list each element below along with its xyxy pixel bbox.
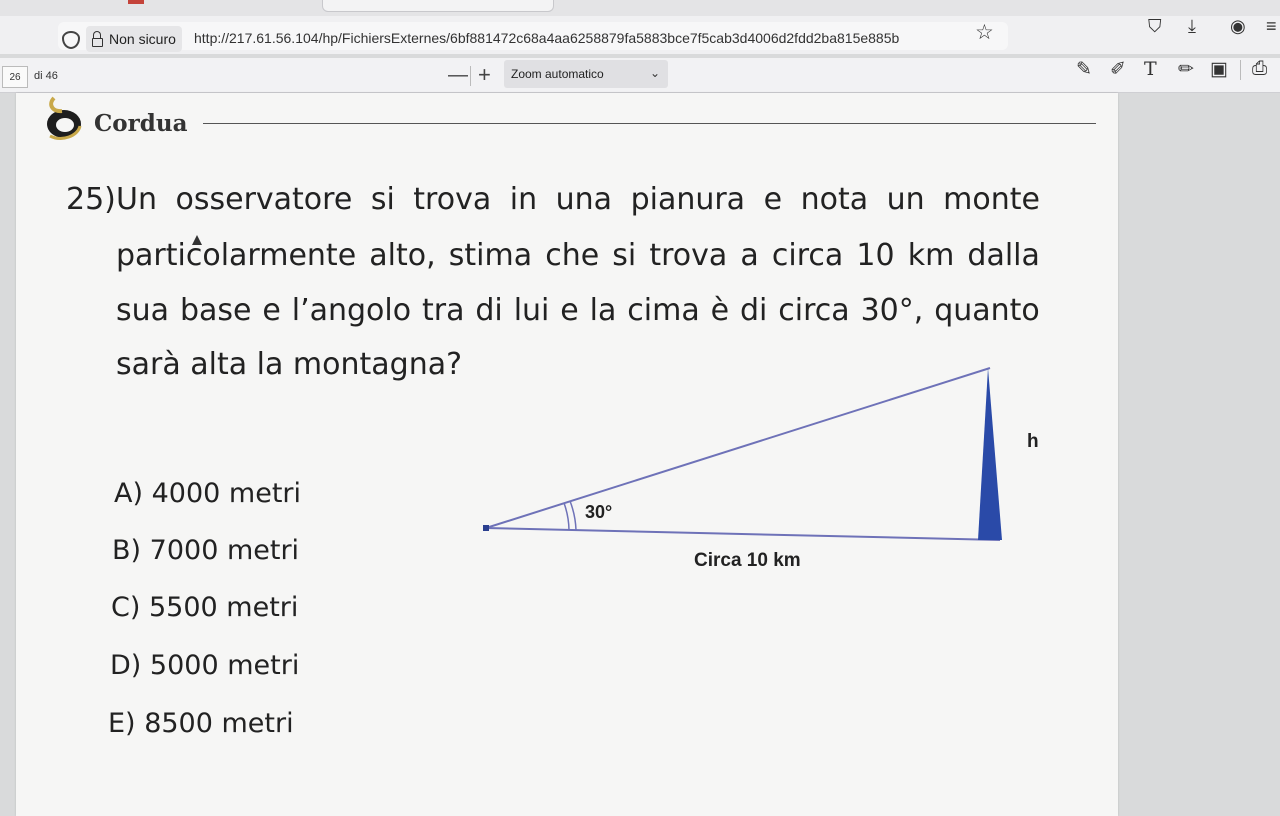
question-word: stima: [448, 238, 533, 273]
tab-indicator: [128, 0, 144, 4]
question-word: trova: [649, 238, 728, 273]
answer-a[interactable]: [114, 478, 301, 509]
question-word: quanto: [934, 293, 1040, 328]
question-word: trova: [413, 182, 492, 217]
tab-strip: [0, 0, 1280, 16]
download-icon[interactable]: ⤓: [1188, 16, 1196, 36]
question-word: e: [262, 293, 281, 328]
angle-label: 30°: [585, 502, 613, 522]
toolbar-separator: [1240, 60, 1241, 80]
question-line-1-text: [116, 182, 1040, 217]
question-line-1: [116, 182, 1040, 217]
zoom-out-button[interactable]: —: [448, 64, 468, 86]
answer-text: 7000 metri: [149, 535, 300, 566]
angle-arc-outer: [570, 501, 576, 530]
question-word: pianura: [630, 182, 746, 217]
question-word: si: [612, 238, 637, 273]
question-word: particolarmente: [116, 238, 357, 273]
question-line-2: [116, 238, 1040, 273]
question-word: di: [475, 293, 503, 328]
question-word: circa: [771, 238, 844, 273]
answer-letter: A): [114, 478, 144, 509]
question-word: Un: [116, 182, 157, 217]
zoom-value: Zoom automatico: [511, 67, 604, 81]
answer-letter: B): [112, 535, 142, 566]
question-word: base: [179, 293, 252, 328]
question-word: osservatore: [175, 182, 353, 217]
question-word: un: [886, 182, 925, 217]
question-word: sua: [116, 293, 170, 328]
question-word: che: [545, 238, 600, 273]
url-path: /hp/FichiersExternes/6bf881472c68a4aa6258879fa5883bce7f5cab3d4006d2fdd2ba815e885b: [318, 30, 900, 46]
angle-arc-inner: [564, 503, 569, 530]
logo-text: Cordua: [94, 110, 188, 137]
base-label: Circa 10 km: [694, 550, 801, 571]
page-total: di 46: [34, 70, 58, 82]
menu-icon[interactable]: ≡: [1266, 16, 1277, 36]
height-label: h: [1027, 431, 1039, 452]
question-word: una: [555, 182, 613, 217]
zoom-select[interactable]: [504, 60, 668, 88]
bookmark-star-icon[interactable]: ☆: [975, 21, 994, 44]
security-indicator[interactable]: [86, 26, 182, 52]
edit-icon[interactable]: ✎: [1076, 59, 1092, 80]
question-word: km: [907, 238, 955, 273]
draw-icon[interactable]: ✏: [1178, 59, 1194, 80]
mountain-shape: [978, 368, 1002, 540]
chevron-down-icon: ⌄: [649, 66, 660, 80]
text-tool-icon[interactable]: T: [1144, 58, 1157, 80]
active-tab[interactable]: [322, 0, 554, 12]
print-icon[interactable]: ⎙: [1252, 58, 1268, 79]
base-line: [486, 528, 1000, 540]
observer-point: [483, 525, 489, 531]
triangle-diagram: [470, 360, 1070, 580]
question-word: lui: [513, 293, 550, 328]
lock-icon: [92, 38, 103, 47]
answer-letter: C): [111, 592, 141, 623]
answer-text: 4000 metri: [151, 478, 302, 509]
header-rule: [203, 123, 1096, 124]
question-word: a: [740, 238, 759, 273]
question-word: di: [740, 293, 768, 328]
url-text[interactable]: [194, 30, 964, 46]
question-word: dalla: [967, 238, 1040, 273]
question-word: l’angolo: [291, 293, 412, 328]
question-word: alto,: [369, 238, 436, 273]
answer-text: 5500 metri: [148, 592, 299, 623]
question-word: è: [710, 293, 730, 328]
image-icon[interactable]: ▣: [1210, 59, 1228, 80]
page-number-input[interactable]: 26: [2, 66, 28, 88]
question-word: si: [370, 182, 395, 217]
account-icon[interactable]: ◉: [1230, 16, 1246, 36]
question-number: 25): [66, 182, 116, 217]
answer-text: 5000 metri: [149, 650, 300, 681]
question-line-4: sarà alta la montagna?: [116, 347, 463, 382]
question-word: cima: [627, 293, 700, 328]
answer-text: 8500 metri: [144, 708, 294, 739]
highlight-icon[interactable]: ✐: [1110, 59, 1126, 80]
url-host: http://217.61.56.104: [194, 30, 319, 46]
question-line-3-text: [116, 293, 1040, 328]
pocket-icon[interactable]: ⛉: [1148, 16, 1162, 36]
answer-c[interactable]: [111, 592, 298, 623]
question-word: nota: [800, 182, 869, 217]
cordua-logo-icon: [44, 96, 82, 140]
mouse-cursor: [192, 235, 202, 245]
question-word: e: [560, 293, 579, 328]
answer-d[interactable]: [110, 650, 299, 681]
question-word: monte: [943, 182, 1040, 217]
hypotenuse-line: [486, 368, 990, 528]
answer-letter: E): [108, 708, 136, 739]
answer-b[interactable]: [112, 535, 299, 566]
question-word: tra: [422, 293, 465, 328]
question-word: la: [589, 293, 617, 328]
question-word: e: [763, 182, 783, 217]
question-word: circa: [778, 293, 850, 328]
question-line-2-text: [116, 238, 1040, 273]
answer-letter: D): [110, 650, 142, 681]
question-word: 30°,: [860, 293, 924, 328]
question-word: 10: [856, 238, 895, 273]
security-label: Non sicuro: [109, 31, 176, 47]
answer-e[interactable]: [108, 708, 294, 739]
question-line-3: [116, 293, 1040, 328]
question-word: in: [509, 182, 538, 217]
zoom-separator: [470, 66, 471, 86]
zoom-in-button[interactable]: +: [478, 62, 491, 87]
